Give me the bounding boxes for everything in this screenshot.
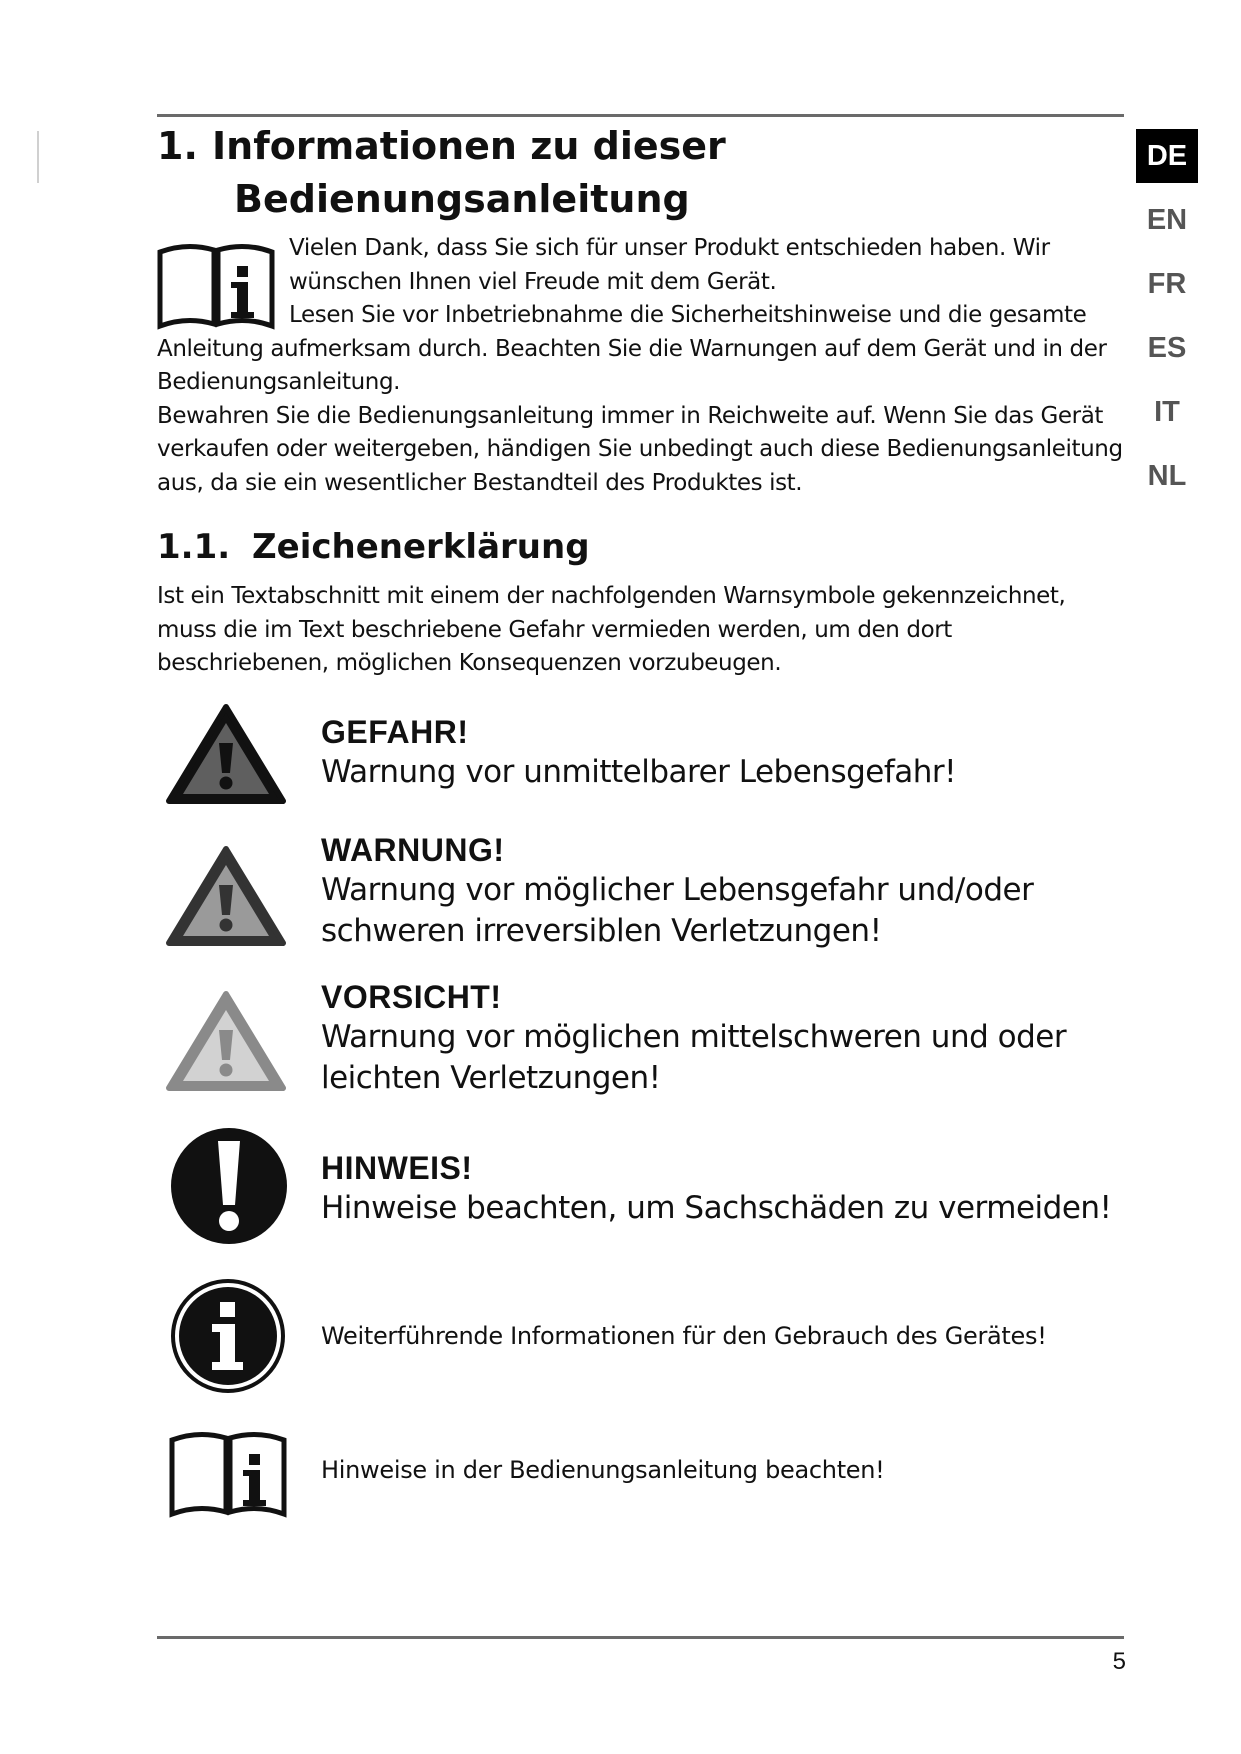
section-heading <box>157 522 590 572</box>
intro-paragraph-3: Bewahren Sie die Bedienungsanleitung immer in Reichweite auf. Wenn Sie das Gerät verkaufen oder weitergeben, händigen Sie unbedingt auch diese Bedienungsanleitung aus, da sie ein wesentlicher Bestandteil des Produktes ist. <box>157 402 1123 496</box>
language-tab-it[interactable]: IT <box>1154 396 1180 428</box>
language-tab-nl[interactable]: NL <box>1147 460 1187 492</box>
symbol-notice-description: Hinweise beachten, um Sachschäden zu vermeiden! <box>321 1190 1112 1226</box>
chapter-number: 1. <box>157 124 198 168</box>
section-title: Zeichenerklärung <box>252 527 590 567</box>
symbol-caution-title: VORSICHT! <box>321 979 502 1015</box>
caution-triangle-icon <box>165 990 287 1092</box>
chapter-heading <box>157 120 1037 226</box>
intro-paragraph-1: Vielen Dank, dass Sie sich für unser Produkt entschieden haben. Wir wünschen Ihnen viel Freude mit dem Gerät. <box>289 235 1050 295</box>
intro-paragraph-2: Lesen Sie vor Inbetriebnahme die Sicherheitshinweise und die gesamte Anleitung aufmerksam durch. Beachten Sie die Warnungen auf dem Gerät und in der Bedienungsanleitung. <box>157 302 1107 395</box>
section-number: 1.1. <box>157 527 231 567</box>
language-tabs <box>1136 129 1198 513</box>
symbol-warning-text <box>321 830 1131 952</box>
symbol-danger-text <box>321 712 1131 793</box>
section-text: Ist ein Textabschnitt mit einem der nachfolgenden Warnsymbole gekennzeichnet, muss die im Text beschriebene Gefahr vermieden werden, um den dort beschriebenen, möglichen Konsequenzen vorzubeugen. <box>157 583 1066 676</box>
symbol-caution-text <box>321 977 1131 1099</box>
warning-triangle-icon <box>165 845 287 947</box>
info-circle-icon <box>170 1278 286 1394</box>
language-tab-de[interactable]: DE <box>1136 129 1198 183</box>
language-tab-en[interactable]: EN <box>1146 204 1188 236</box>
page-number: 5 <box>1112 1648 1126 1675</box>
manual-info-icon <box>157 236 275 332</box>
manual-info-icon <box>169 1424 287 1520</box>
symbol-notice-text <box>321 1148 1131 1229</box>
top-rule <box>157 114 1124 117</box>
symbol-warning-description: Warnung vor möglicher Lebensgefahr und/oder schweren irreversiblen Verletzungen! <box>321 872 1034 949</box>
chapter-title-line2: Bedienungsanleitung <box>234 177 690 221</box>
symbol-warning-title: WARNUNG! <box>321 832 505 868</box>
bottom-rule <box>157 1636 1124 1639</box>
language-tab-fr[interactable]: FR <box>1147 268 1187 300</box>
symbol-notice-title: HINWEIS! <box>321 1150 473 1186</box>
danger-triangle-icon <box>165 703 287 805</box>
symbol-danger-title: GEFAHR! <box>321 714 469 750</box>
language-tab-es[interactable]: ES <box>1147 332 1187 364</box>
margin-mark <box>37 131 39 183</box>
symbol-danger-description: Warnung vor unmittelbarer Lebensgefahr! <box>321 754 957 790</box>
chapter-title-line1: Informationen zu dieser <box>212 124 726 168</box>
notice-exclamation-icon <box>168 1125 290 1247</box>
symbol-manual-text: Hinweise in der Bedienungsanleitung beachten! <box>321 1456 885 1484</box>
symbol-caution-description: Warnung vor möglichen mittelschweren und oder leichten Verletzungen! <box>321 1019 1067 1096</box>
symbol-info-text: Weiterführende Informationen für den Gebrauch des Gerätes! <box>321 1322 1047 1350</box>
intro-block <box>157 232 1125 500</box>
